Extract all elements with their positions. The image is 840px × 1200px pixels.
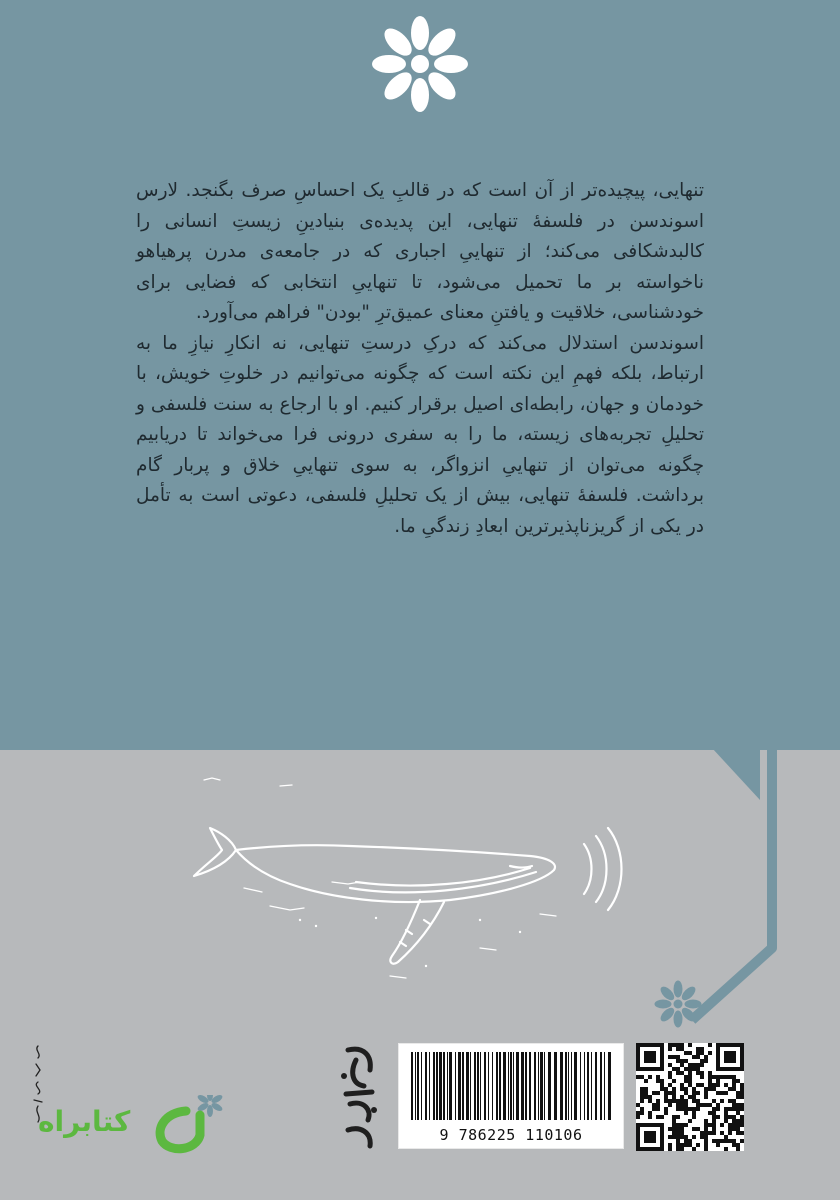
isbn-barcode	[398, 1043, 624, 1149]
store-name: کتابراه	[38, 1105, 131, 1138]
whale-illustration	[180, 770, 640, 1000]
publisher-logo	[334, 1040, 384, 1156]
signature	[28, 1040, 48, 1130]
isbn-digits: 9 786225 110106	[439, 1126, 583, 1144]
blurb-paragraph: اسوندسن استدلال می‌کند که درکِ درستِ تنهایی، نه انکارِ نیازِ ما به ارتباط، بلکه فهمِ این نکته است که چگونه می‌توانیم در خلوتِ خویش، با خودمان و جهان، رابطه‌ای اصیل برقرار کنیم. او با ارجاع به سنت فلسفی و تحلیلِ تجربه‌های زیسته، ما را به سفری درونی فرا می‌خواند تا دریابیم چگونه می‌توان از تنهاییِ انزواگر، به سوی تنهاییِ خلاق و پربار گام برداشت. فلسفهٔ تنهایی، بیش از یک تحلیلِ فلسفی، دعوتی است به تأمل در یکی از گریزناپذیرترین ابعادِ زندگیِ ما.	[136, 332, 704, 537]
qr-code	[636, 1043, 744, 1151]
blurb-paragraph: تنهایی، پیچیده‌تر از آن است که در قالبِ یک احساسِ صرف بگنجد. لارس اسوندسن در فلسفهٔ تنهایی، این پدیده‌ی بنیادینِ زیستِ انسانی را کالبدشکافی می‌کند؛ از تنهاییِ اجباری که در جامعه‌ی مدرن پرهیاهو ناخواسته بر ما تحمیل می‌شود، تا تنهاییِ انتخابی که فضایی برای خودشناسی، خلاقیت و یافتنِ معنای عمیق‌ترِ "بودن" فراهم می‌آورد.	[136, 180, 704, 323]
barcode-bars	[409, 1052, 613, 1120]
small-flower-icon	[652, 978, 704, 1030]
